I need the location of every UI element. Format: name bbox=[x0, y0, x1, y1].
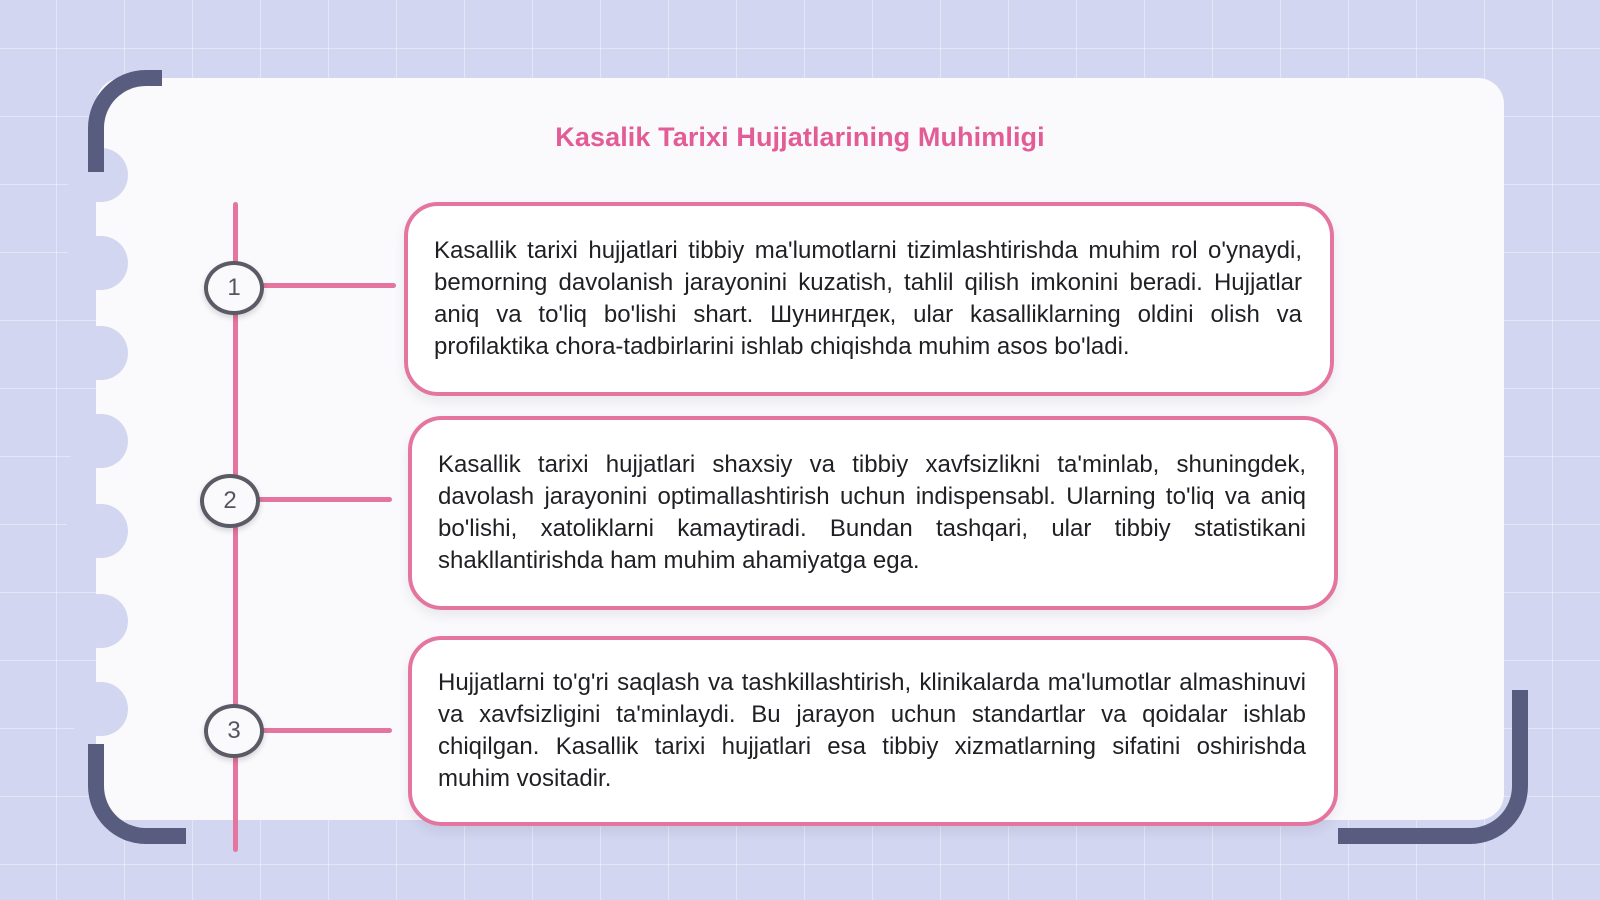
slide-title: Kasalik Tarixi Hujjatlarining Muhimligi bbox=[555, 122, 1045, 152]
step-text-1: Kasallik tarixi hujjatlari tibbiy ma'lumotlarni tizimlashtirishda muhim rol o'ynaydi, bemorning davolanish jarayonini kuzatish, tahlil qilish imkonini beradi. Hujjatlar aniq va to'liq bo'lishi shart. Шунингдек, ular kasalliklarning oldini olish va profilaktika chora-tadbirlarini ishlab chiqishda muhim asos bo'ladi. bbox=[434, 237, 1302, 360]
step-number-1: 1 bbox=[204, 261, 264, 315]
step-box-2 bbox=[408, 416, 1338, 610]
timeline-connector-2 bbox=[258, 497, 392, 502]
timeline-connector-3 bbox=[262, 728, 392, 733]
step-text-3: Hujjatlarni to'g'ri saqlash va tashkillashtirish, klinikalarda ma'lumotlar almashinuvi va xavfsizligini ta'minlaydi. Bu jarayon uchun standartlar va qoidalar ishlab chiqilgan. Kasallik tarixi hujjatlari esa tibbiy xizmatlarning sifatini oshirishda muhim vositadir. bbox=[438, 669, 1306, 792]
card-binder-notch bbox=[66, 682, 128, 736]
card-binder-notch bbox=[66, 414, 128, 468]
corner-bracket-bottom-right bbox=[1338, 690, 1528, 844]
step-number-3: 3 bbox=[204, 704, 264, 758]
step-number-2: 2 bbox=[200, 474, 260, 528]
step-box-1 bbox=[404, 202, 1334, 396]
corner-bracket-top-left bbox=[88, 70, 162, 172]
step-text-2: Kasallik tarixi hujjatlari shaxsiy va tibbiy xavfsizlikni ta'minlab, shuningdek, davolash jarayonini optimallashtirish uchun indispensabl. Ularning to'liq va aniq bo'lishi, xatoliklarni kamaytiradi. Bundan tashqari, ular tibbiy statistikani shakllantirishda ham muhim ahamiyatga ega. bbox=[438, 451, 1306, 574]
corner-bracket-bottom-left bbox=[88, 744, 186, 844]
timeline-connector-1 bbox=[262, 283, 396, 288]
step-box-3 bbox=[408, 636, 1338, 826]
card-binder-notch bbox=[66, 236, 128, 290]
card-binder-notch bbox=[66, 326, 128, 380]
card-binder-notch bbox=[66, 504, 128, 558]
card-binder-notch bbox=[66, 594, 128, 648]
